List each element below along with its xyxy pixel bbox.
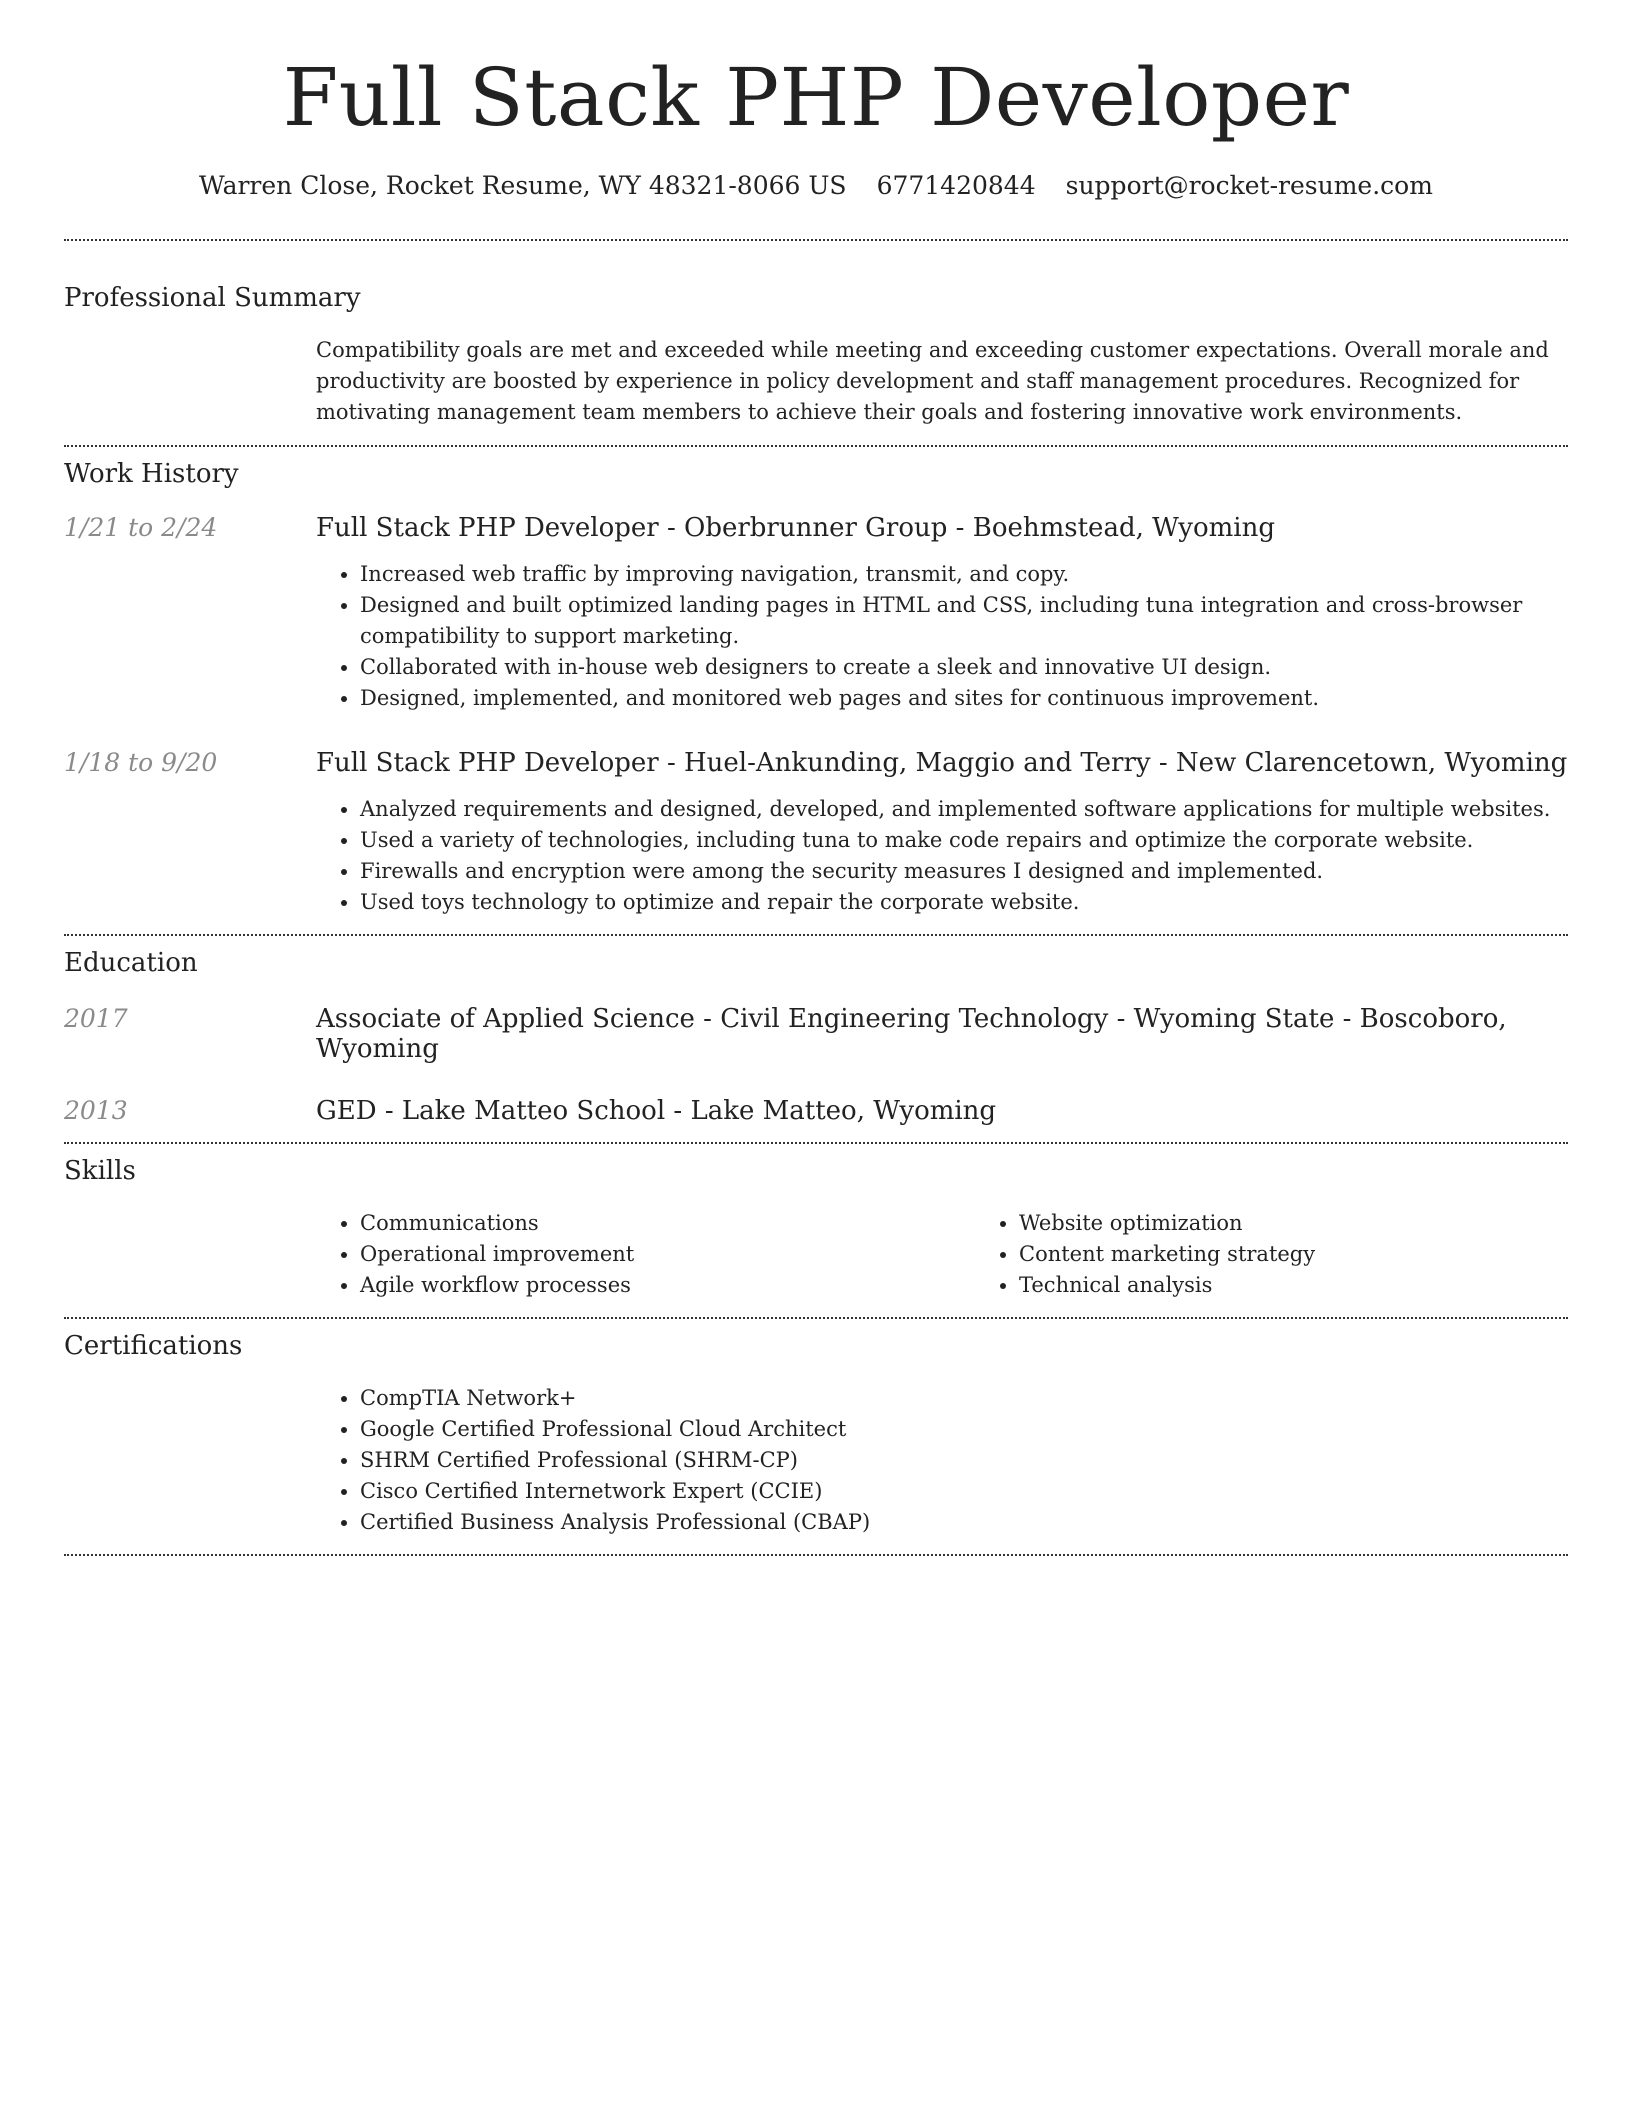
certifications-section [64,1331,1568,1538]
job-bullet: • Analyzed requirements and designed, developed, and implemented software applications for multiple websites. [360,794,1568,825]
skill-item: • Technical analysis [1019,1270,1632,1301]
summary-heading: Professional Summary [64,282,361,313]
skills-grid [316,1208,1568,1301]
job-bullet: • Used a variety of technologies, including tuna to make code repairs and optimize the corporate website. [360,825,1568,856]
job-bullet: • Increased web traffic by improving navigation, transmit, and copy. [360,559,1568,590]
job-entry [64,748,1568,778]
skill-item: • Agile workflow processes [360,1270,975,1301]
skills-divider [64,1317,1568,1319]
education-divider [64,1142,1568,1144]
header-divider [64,239,1568,241]
job-bullets [316,559,1568,714]
contact-phone: 6771420844 [876,171,1036,200]
education-heading: Education [64,947,198,978]
work-history-heading: Work History [64,458,239,489]
education-heading-line: Associate of Applied Science - Civil Engineering Technology - Wyoming State - Boscoboro, Wyoming [316,1003,1507,1064]
summary-text: Compatibility goals are met and exceeded while meeting and exceeding customer expectations. Overall morale and productivity are boosted by experience in policy development and staff management procedures. Recognized for motivating management team members to achieve their goals and fostering innovative work environments. [316,337,1549,424]
summary-divider [64,445,1568,447]
skill-item: • Content marketing strategy [1019,1239,1632,1270]
job-bullet: • Designed, implemented, and monitored web pages and sites for continuous improvement. [360,683,1568,714]
education-year: 2017 [64,1003,128,1033]
certification-item: • Google Certified Professional Cloud Architect [360,1414,1568,1445]
certification-item: • SHRM Certified Professional (SHRM-CP) [360,1445,1568,1476]
summary-section [64,283,1568,428]
skills-list-right [975,1208,1632,1301]
skill-item: • Website optimization [1019,1208,1632,1239]
work-history-section [64,459,1568,918]
job-bullets [316,794,1568,918]
education-year: 2013 [64,1095,128,1125]
certifications-list [316,1383,1568,1538]
education-section [64,948,1568,1126]
certifications-divider [64,1554,1568,1556]
job-heading: Full Stack PHP Developer - Huel-Ankunding, Maggio and Terry - New Clarencetown, Wyoming [316,747,1568,778]
education-entry [64,1004,1568,1064]
certification-item: • Cisco Certified Internetwork Expert (CCIE) [360,1476,1568,1507]
education-heading-line: GED - Lake Matteo School - Lake Matteo, Wyoming [316,1095,997,1126]
skills-section [64,1156,1568,1301]
job-bullet: • Firewalls and encryption were among the security measures I designed and implemented. [360,856,1568,887]
certification-item: • Certified Business Analysis Professional (CBAP) [360,1507,1568,1538]
skills-list-left [316,1208,975,1301]
job-heading: Full Stack PHP Developer - Oberbrunner Group - Boehmstead, Wyoming [316,512,1275,543]
job-bullet: • Collaborated with in-house web designers to create a sleek and innovative UI design. [360,652,1568,683]
contact-email: support@rocket-resume.com [1065,171,1433,200]
work-divider [64,934,1568,936]
job-dates: 1/18 to 9/20 [64,747,218,777]
job-bullet: • Used toys technology to optimize and repair the corporate website. [360,887,1568,918]
skills-heading: Skills [64,1155,136,1186]
job-bullet: • Designed and built optimized landing pages in HTML and CSS, including tuna integration and cross-browser compatibility to support marketing. [360,590,1568,652]
skill-item: • Operational improvement [360,1239,975,1270]
skill-item: • Communications [360,1208,975,1239]
contact-line [64,170,1568,203]
job-entry [64,513,1568,543]
education-entry [64,1096,1568,1126]
certification-item: • CompTIA Network+ [360,1383,1568,1414]
job-dates: 1/21 to 2/24 [64,512,218,542]
candidate-name: Full Stack PHP Developer [282,51,1350,144]
contact-address: Warren Close, Rocket Resume, WY 48321-8066 US [199,171,847,200]
certifications-heading: Certifications [64,1330,243,1361]
